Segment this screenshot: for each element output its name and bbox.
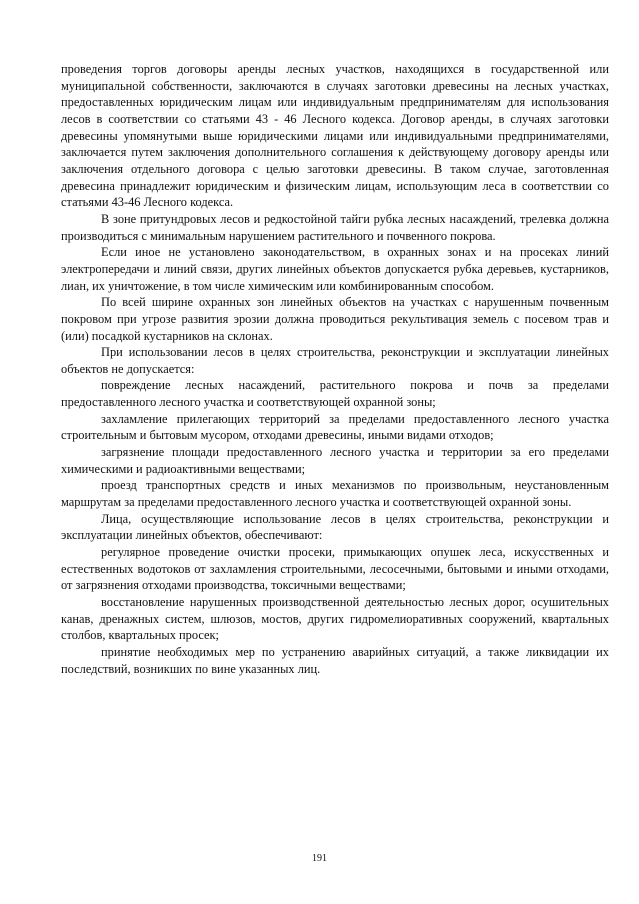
- list-item: загрязнение площади предоставленного лесного участка и территории за его пределами химическими и радиоактивными веществами;: [61, 445, 609, 476]
- list-item: восстановление нарушенных производственной деятельностью лесных дорог, осушительных канав, дренажных систем, шлюзов, мостов, других гидромелиоративных сооружений, квартальных столбов, квартальных просек;: [61, 595, 609, 643]
- list-item: принятие необходимых мер по устранению аварийных ситуаций, а также ликвидации их последствий, возникших по вине указанных лиц.: [61, 644, 609, 676]
- list-item: проезд транспортных средств и иных механизмов по произвольным, неустановленным маршрутам за пределами предоставленного лесного участка и соответствующей охранной зоны.: [61, 478, 609, 510]
- paragraph: Если иное не установлено законодательством, в охранных зонах и на просеках линий электропередачи и линий связи, других линейных объектов допускается рубка деревьев, кустарников, лиан, их уничтожение, в том числе химическим или комбинированным способом.: [61, 245, 609, 293]
- paragraph: По всей ширине охранных зон линейных объектов на участках с нарушенным почвенным покровом при угрозе развития эрозии должна проводиться рекультивация земель с посевом трав и (или) посадкой кустарников на склонах.: [61, 295, 609, 343]
- paragraph: При использовании лесов в целях строительства, реконструкции и эксплуатации линейных объектов не допускается:: [61, 345, 609, 376]
- list-item: повреждение лесных насаждений, растительного покрова и почв за пределами предоставленного лесного участка и соответствующей охранной зоны;: [61, 378, 609, 410]
- list-item: регулярное проведение очистки просеки, примыкающих опушек леса, искусственных и естественных водотоков от захламления строительными, лесосечными, бытовыми и иными отходами, от загрязнения отходами производства, токсичными веществами;: [61, 545, 609, 593]
- paragraph: проведения торгов договоры аренды лесных участков, находящихся в государственной или муниципальной собственности, заключаются в случаях заготовки древесины на лесных участках, предоставленных юридическим лицам или индивидуальным предпринимателям для использования лесов в соответствии со статьями 43 - 46 Лесного кодекса. Договор аренды, в случаях заготовки древесины упомянутыми выше юридическими лицами или индивидуальными предпринимателями, заключается путем заключения дополнительного соглашения к действующему договору аренды или заключения отдельного договора с целью заготовки древесины. В таком случае, заготовленная древесина принадлежит юридическим и физическим лицам, использующим леса в соответствии со статьями 43-46 Лесного кодекса.: [61, 62, 609, 210]
- paragraph: Лица, осуществляющие использование лесов в целях строительства, реконструкции и эксплуатации линейных объектов, обеспечивают:: [61, 511, 609, 543]
- page-number: 191: [312, 853, 327, 864]
- paragraph: В зоне притундровых лесов и редкостойной тайги рубка лесных насаждений, трелевка должна производиться с минимальным нарушением растительного и почвенного покрова.: [61, 211, 609, 243]
- list-item: захламление прилегающих территорий за пределами предоставленного лесного участка строительным и бытовым мусором, отходами древесины, иными видами отходов;: [61, 411, 609, 443]
- document-body: [61, 61, 609, 677]
